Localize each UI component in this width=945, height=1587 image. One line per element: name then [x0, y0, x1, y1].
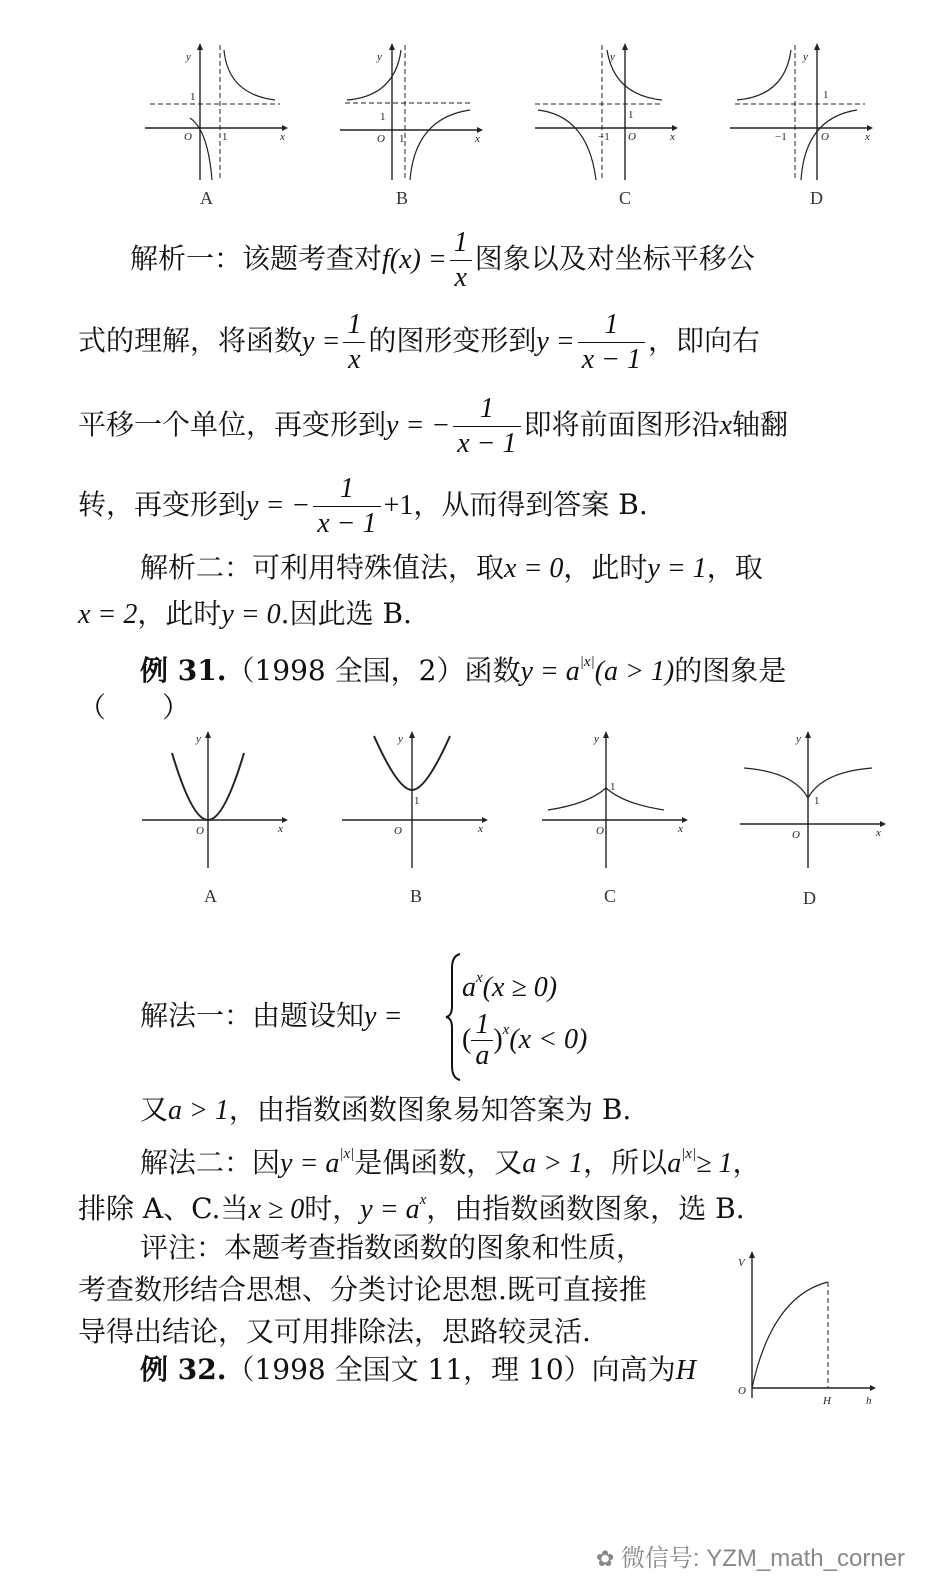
analysis1-line1: 解析一：该题考查对f(x) = $\frac{1}{x}$ 图象以及对坐标平移公 — [130, 227, 755, 293]
option-b-label: B — [396, 188, 409, 208]
wechat-watermark — [596, 1538, 905, 1573]
analysis1-line3: 平移一个单位，再变形到y = − $\frac{1}{x - 1}$ 即将前面图形沿x轴翻 — [78, 393, 789, 459]
y-axis-label: y — [377, 51, 382, 63]
option-a-label: A — [200, 188, 213, 208]
graph-option-a-row2 — [140, 728, 290, 873]
comment-line2: 考查数形结合思想、分类讨论思想.既可直接推 — [78, 1273, 647, 1306]
analysis2-line1: 解析二：可利用特殊值法，取x = 0，此时y = 1，取 — [140, 551, 763, 584]
h-mark-label: H — [823, 1395, 831, 1407]
origin-label: O — [596, 825, 604, 837]
option-d-label: D — [810, 188, 823, 208]
x-axis-label: x — [876, 827, 881, 839]
tick-1-label: 1 — [414, 795, 420, 807]
graph-volume-height — [732, 1248, 882, 1413]
comment-line1: 评注：本题考查指数函数的图象和性质， — [140, 1231, 645, 1264]
y-axis-label: y — [186, 51, 191, 63]
graph-option-d-row2 — [738, 728, 888, 873]
x-axis-label: x — [670, 131, 675, 143]
piecewise-case2: ( $\frac{1}{a}$ )$^x$(x < 0) — [462, 1009, 588, 1071]
tick-1-label: 1 — [399, 133, 405, 145]
option-c-label: C — [619, 188, 632, 208]
tick-1-label: 1 — [222, 131, 228, 143]
v-axis-label: V — [738, 1257, 745, 1269]
x-axis-label: x — [478, 823, 483, 835]
solution2-line2: 排除 A、C.当x ≥ 0时，$y = a^x$，由指数函数图象，选 B. — [78, 1192, 745, 1225]
h-axis-label: h — [866, 1395, 872, 1407]
y-axis-label: y — [610, 51, 615, 63]
example32-line1: 例 32.（1998 全国文 11，理 10）向高为H — [140, 1353, 696, 1386]
option-a-label: A — [204, 886, 217, 906]
graph-option-b-row1 — [335, 40, 485, 185]
tick-1-label: 1 — [823, 89, 829, 101]
origin-label: O — [184, 131, 192, 143]
y-axis-label: y — [398, 733, 403, 745]
example31-label: 例 31. — [140, 654, 227, 687]
watermark-text: 微信号: YZM_math_corner — [620, 1545, 905, 1572]
graph-option-a-row1 — [140, 40, 290, 185]
graph-option-c-row1 — [530, 40, 680, 185]
graph-option-b-row2 — [340, 728, 490, 873]
example31-line1: 例 31.（1998 全国，2）函数$y = a^{|x|}(a > 1)$的图象是 — [140, 654, 787, 687]
x-axis-label: x — [678, 823, 683, 835]
comment-line3: 导得出结论，又可用排除法，思路较灵活. — [78, 1315, 591, 1348]
origin-label: O — [196, 825, 204, 837]
example32-label: 例 32. — [140, 1353, 227, 1386]
y-axis-label: y — [796, 733, 801, 745]
y-axis-label: y — [594, 733, 599, 745]
x-axis-label: x — [278, 823, 283, 835]
tick-1-label: 1 — [610, 781, 616, 793]
tick-1-label: 1 — [190, 91, 196, 103]
x-axis-label: x — [280, 131, 285, 143]
origin-label: O — [792, 829, 800, 841]
graph-option-c-row2 — [540, 728, 690, 873]
tick-neg1-label: −1 — [598, 131, 610, 143]
solution2-line1: 解法二：因$y = a^{|x|}$是偶函数，又a > 1，所以$a^{|x|}\ge 1$， — [140, 1146, 761, 1179]
analysis2-line2: x = 2，此时y = 0.因此选 B. — [78, 597, 412, 630]
origin-label: O — [821, 131, 829, 143]
solution1-intro: 解法一：由题设知y = — [140, 999, 403, 1032]
option-b-label: B — [410, 886, 423, 906]
option-c-label: C — [604, 886, 617, 906]
origin-label: O — [628, 131, 636, 143]
origin-label: O — [738, 1385, 746, 1397]
origin-label: O — [394, 825, 402, 837]
tick-1-label: 1 — [814, 795, 820, 807]
piecewise-brace — [444, 952, 464, 1082]
option-d-label: D — [803, 888, 816, 908]
piecewise-case1: $a^x(x \ge 0)$ — [462, 970, 558, 1003]
y-axis-label: y — [196, 733, 201, 745]
x-axis-label: x — [475, 133, 480, 145]
example31-paren: （ ） — [78, 691, 191, 724]
solution1-line2: 又a > 1，由指数函数图象易知答案为 B. — [140, 1093, 632, 1126]
y-axis-label: y — [803, 51, 808, 63]
origin-label: O — [377, 133, 385, 145]
x-axis-label: x — [865, 131, 870, 143]
analysis1-line2: 式的理解，将函数y = $\frac{1}{x}$ 的图形变形到y = $\frac{1}{x - 1}$ ，即向右 — [78, 309, 761, 375]
tick-neg1-label: −1 — [775, 131, 787, 143]
analysis1-line4: 转，再变形到y = − $\frac{1}{x - 1}$ +1，从而得到答案 B. — [78, 473, 648, 539]
wechat-icon: ✿ — [595, 1546, 615, 1571]
graph-option-d-row1 — [725, 40, 875, 185]
tick-1-label: 1 — [380, 111, 386, 123]
tick-1-label: 1 — [628, 109, 634, 121]
